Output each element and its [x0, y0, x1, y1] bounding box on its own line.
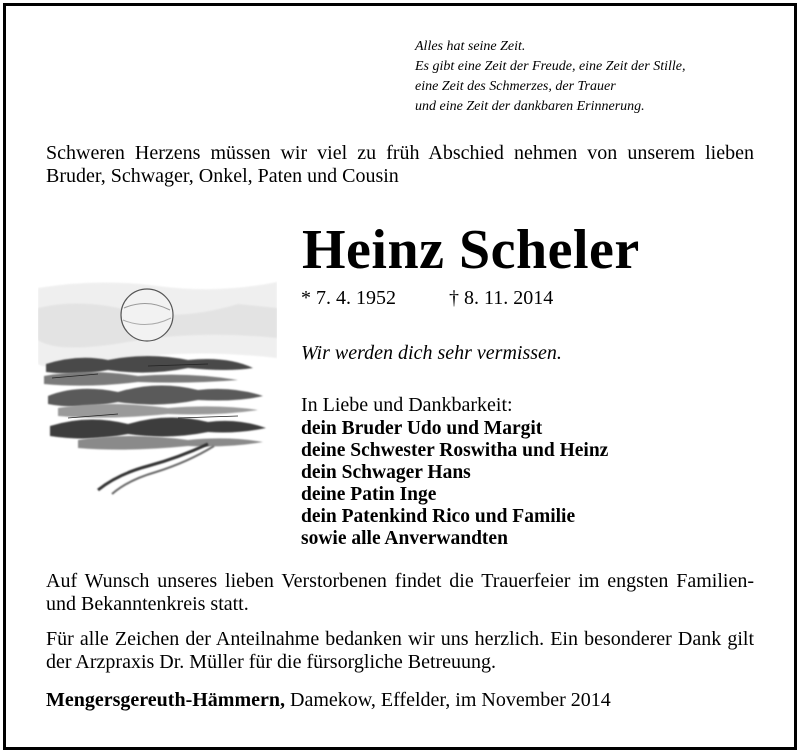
poem-line: und eine Zeit der dankbaren Erinnerung.	[415, 99, 645, 114]
sun-landscape-sketch	[38, 268, 277, 498]
ceremony-paragraph: Auf Wunsch unseres lieben Verstorbenen findet die Trauerfeier im engsten Familien- und Bekanntenkreis statt.	[46, 570, 754, 615]
sun-shape	[121, 289, 173, 341]
mourner-entry: dein Schwager Hans	[301, 462, 471, 483]
mourner-entry: dein Patenkind Rico und Familie	[301, 506, 576, 527]
mourner-entry: deine Schwester Roswitha und Heinz	[301, 440, 609, 461]
birth-date: * 7. 4. 1952	[301, 287, 396, 309]
intro-text: Schweren Herzens müssen wir viel zu früh Abschied nehmen von unserem lieben Bruder, Schwager, Onkel, Paten und Cousin	[46, 142, 754, 187]
mourner-entry: sowie alle Anverwandten	[301, 528, 508, 549]
place-secondary: Damekow, Effelder, im November 2014	[285, 689, 611, 711]
mourners-list	[301, 418, 608, 550]
place-and-date	[46, 688, 611, 712]
poem-line: Es gibt eine Zeit der Freude, eine Zeit der Stille,	[415, 59, 686, 74]
life-dates	[301, 286, 554, 310]
poem-line: eine Zeit des Schmerzes, der Trauer	[415, 79, 616, 94]
thanks-paragraph: Für alle Zeichen der Anteilnahme bedanken wir uns herzlich. Ein besonderer Dank gilt der Arzpraxis Dr. Müller für die fürsorgliche Betreuung.	[46, 628, 754, 673]
mourners-label: In Liebe und Dankbarkeit:	[301, 394, 513, 416]
poem	[415, 37, 685, 117]
mourner-entry: deine Patin Inge	[301, 484, 437, 505]
death-date: † 8. 11. 2014	[449, 287, 554, 309]
deceased-name: Heinz Scheler	[302, 219, 640, 281]
place-primary: Mengersgereuth-Hämmern,	[46, 689, 286, 711]
poem-line: Alles hat seine Zeit.	[415, 39, 526, 54]
mourner-entry: dein Bruder Udo und Margit	[301, 418, 543, 439]
farewell-quote: Wir werden dich sehr vermissen.	[301, 342, 562, 364]
